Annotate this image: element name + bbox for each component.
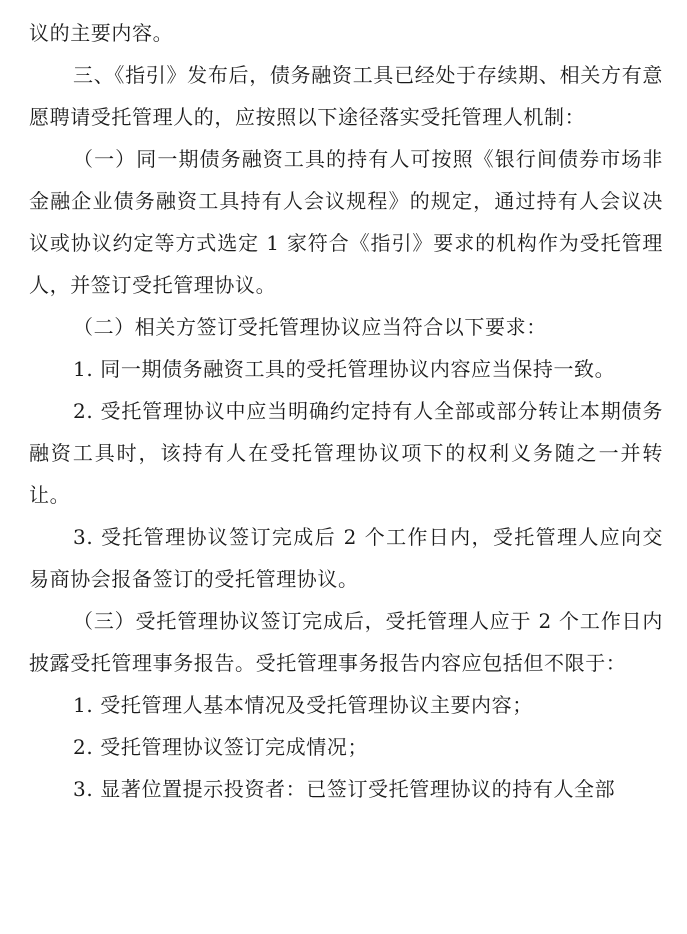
paragraph-item-two: （二）相关方签订受托管理协议应当符合以下要求： [73, 315, 547, 339]
paragraph-subitem-2: 2. 受托管理协议中应当明确约定持有人全部或部分转让本期债务融资工具时，该持有人在受托管理协议项下的权利义务随之一并转让。 [29, 399, 663, 507]
paragraph-subitem-3: 3. 受托管理协议签订完成后 2 个工作日内，受托管理人应向交易商协会报备签订的受托管理协议。 [29, 525, 663, 591]
paragraph-continuation: 议的主要内容。 [29, 21, 174, 45]
paragraph-report-item-3: 3. 显著位置提示投资者：已签订受托管理协议的持有人全部 [73, 777, 616, 801]
paragraph-item-one: （一）同一期债务融资工具的持有人可按照《银行间债券市场非金融企业债务融资工具持有人会议规程》的规定，通过持有人会议决议或协议约定等方式选定 1 家符合《指引》要求的机构作为受托管理人，并签订受托管理协议。 [29, 147, 663, 297]
paragraph-report-item-1: 1. 受托管理人基本情况及受托管理协议主要内容； [73, 693, 533, 717]
paragraph-subitem-1: 1. 同一期债务融资工具的受托管理协议内容应当保持一致。 [73, 357, 616, 381]
paragraph-report-item-2: 2. 受托管理协议签订完成情况； [73, 735, 369, 759]
paragraph-section-three: 三、《指引》发布后，债务融资工具已经处于存续期、相关方有意愿聘请受托管理人的，应按照以下途径落实受托管理人机制： [29, 63, 663, 129]
paragraph-item-three: （三）受托管理协议签订完成后，受托管理人应于 2 个工作日内披露受托管理事务报告。受托管理事务报告内容应包括但不限于： [29, 609, 663, 675]
